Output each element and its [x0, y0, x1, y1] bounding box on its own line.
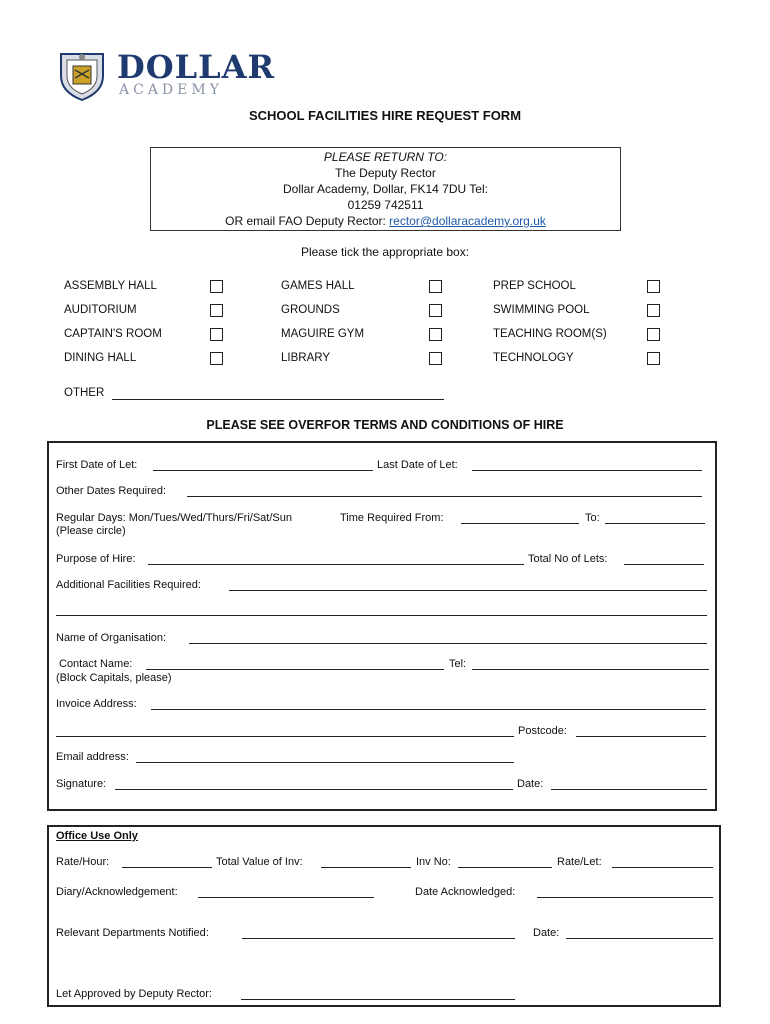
contact-name-field[interactable] — [146, 669, 444, 670]
checkbox-library[interactable] — [429, 352, 442, 365]
additional-facilities-label: Additional Facilities Required: — [56, 579, 201, 591]
email-field[interactable] — [136, 762, 514, 763]
return-address-box — [150, 147, 621, 231]
return-heading: PLEASE RETURN TO: — [323, 150, 448, 164]
facility-label: DINING HALL — [64, 352, 137, 364]
email-label: Email address: — [56, 751, 129, 763]
postcode-label: Postcode: — [518, 725, 567, 737]
rate-hour-label: Rate/Hour: — [56, 856, 110, 868]
logo-academy-text: ACADEMY — [119, 82, 223, 98]
checkbox-assembly-hall[interactable] — [210, 280, 223, 293]
please-circle-label: (Please circle) — [56, 525, 126, 537]
total-value-label: Total Value of Inv: — [216, 856, 303, 868]
total-value-field[interactable] — [321, 867, 411, 868]
rate-hour-field[interactable] — [122, 867, 212, 868]
facility-label: CAPTAIN'S ROOM — [64, 328, 162, 340]
postcode-field[interactable] — [576, 736, 706, 737]
facility-label: AUDITORIUM — [64, 304, 137, 316]
return-phone: 01259 742511 — [347, 198, 424, 212]
invoice-address-field-2[interactable] — [56, 736, 514, 737]
facility-label: LIBRARY — [281, 352, 331, 364]
inv-no-label: Inv No: — [416, 856, 451, 868]
approved-field[interactable] — [241, 999, 515, 1000]
date-acknowledged-field[interactable] — [537, 897, 713, 898]
time-from-label: Time Required From: — [340, 512, 444, 524]
office-date-field[interactable] — [566, 938, 713, 939]
checkbox-captains-room[interactable] — [210, 328, 223, 341]
invoice-address-field[interactable] — [151, 709, 706, 710]
additional-facilities-field[interactable] — [229, 590, 707, 591]
facility-label: PREP SCHOOL — [493, 280, 576, 292]
checkbox-games-hall[interactable] — [429, 280, 442, 293]
total-lets-label: Total No of Lets: — [528, 553, 608, 565]
block-capitals-label: (Block Capitals, please) — [56, 672, 172, 684]
checkbox-technology[interactable] — [647, 352, 660, 365]
contact-name-label: Contact Name: — [59, 658, 133, 670]
time-to-label: To: — [585, 512, 600, 524]
tel-label: Tel: — [449, 658, 467, 670]
departments-field[interactable] — [242, 938, 515, 939]
inv-no-field[interactable] — [458, 867, 552, 868]
return-email-line — [151, 213, 620, 229]
facility-label: GAMES HALL — [281, 280, 355, 292]
facility-label: TECHNOLOGY — [493, 352, 574, 364]
return-recipient: The Deputy Rector — [335, 166, 436, 180]
checkbox-swimming-pool[interactable] — [647, 304, 660, 317]
last-date-label: Last Date of Let: — [377, 459, 458, 471]
facility-label: SWIMMING POOL — [493, 304, 590, 316]
return-email-prefix: OR email FAO Deputy Rector: — [225, 214, 390, 228]
checkbox-prep-school[interactable] — [647, 280, 660, 293]
purpose-label: Purpose of Hire: — [56, 553, 136, 565]
regular-days-label: Regular Days: Mon/Tues/Wed/Thurs/Fri/Sat/Sun — [56, 512, 292, 524]
date-acknowledged-label: Date Acknowledged: — [415, 886, 516, 898]
facility-label: TEACHING ROOM(S) — [493, 328, 607, 340]
date-field[interactable] — [551, 789, 707, 790]
crest-icon — [55, 48, 109, 102]
signature-label: Signature: — [56, 778, 107, 790]
checkbox-teaching-rooms[interactable] — [647, 328, 660, 341]
rate-let-label: Rate/Let: — [557, 856, 602, 868]
first-date-label: First Date of Let: — [56, 459, 138, 471]
time-to-field[interactable] — [605, 523, 705, 524]
dollar-academy-logo — [55, 48, 285, 102]
invoice-address-label: Invoice Address: — [56, 698, 137, 710]
purpose-field[interactable] — [148, 564, 524, 565]
signature-field[interactable] — [115, 789, 513, 790]
total-lets-field[interactable] — [624, 564, 704, 565]
approved-label: Let Approved by Deputy Rector: — [56, 988, 212, 1000]
facility-label: GROUNDS — [281, 304, 340, 316]
logo-dollar-text: DOLLAR — [117, 48, 276, 86]
tick-prompt: Please tick the appropriate box: — [300, 245, 470, 259]
office-use-box — [47, 825, 721, 1007]
checkbox-grounds[interactable] — [429, 304, 442, 317]
first-date-field[interactable] — [153, 470, 373, 471]
tel-field[interactable] — [472, 669, 709, 670]
facility-label: MAGUIRE GYM — [281, 328, 365, 340]
office-date-label: Date: — [533, 927, 560, 939]
form-title: SCHOOL FACILITIES HIRE REQUEST FORM — [248, 108, 522, 123]
other-input-line[interactable] — [112, 399, 444, 400]
other-dates-label: Other Dates Required: — [56, 485, 167, 497]
facility-label: ASSEMBLY HALL — [64, 280, 157, 292]
last-date-field[interactable] — [472, 470, 702, 471]
checkbox-auditorium[interactable] — [210, 304, 223, 317]
return-email-link[interactable]: rector@dollaracademy.org.uk — [389, 214, 546, 228]
organisation-field[interactable] — [189, 643, 707, 644]
time-from-field[interactable] — [461, 523, 579, 524]
departments-label: Relevant Departments Notified: — [56, 927, 209, 939]
return-address: Dollar Academy, Dollar, FK14 7DU Tel: — [283, 182, 488, 196]
checkbox-dining-hall[interactable] — [210, 352, 223, 365]
organisation-label: Name of Organisation: — [56, 632, 167, 644]
other-dates-field[interactable] — [187, 496, 702, 497]
date-label: Date: — [517, 778, 544, 790]
additional-facilities-field-2[interactable] — [56, 615, 707, 616]
diary-field[interactable] — [198, 897, 374, 898]
diary-label: Diary/Acknowledgement: — [56, 886, 178, 898]
conditions-notice: PLEASE SEE OVERFOR TERMS AND CONDITIONS OF HIRE — [206, 418, 564, 432]
office-use-title: Office Use Only — [56, 830, 138, 842]
checkbox-maguire-gym[interactable] — [429, 328, 442, 341]
other-label: OTHER — [64, 387, 105, 399]
rate-let-field[interactable] — [612, 867, 713, 868]
